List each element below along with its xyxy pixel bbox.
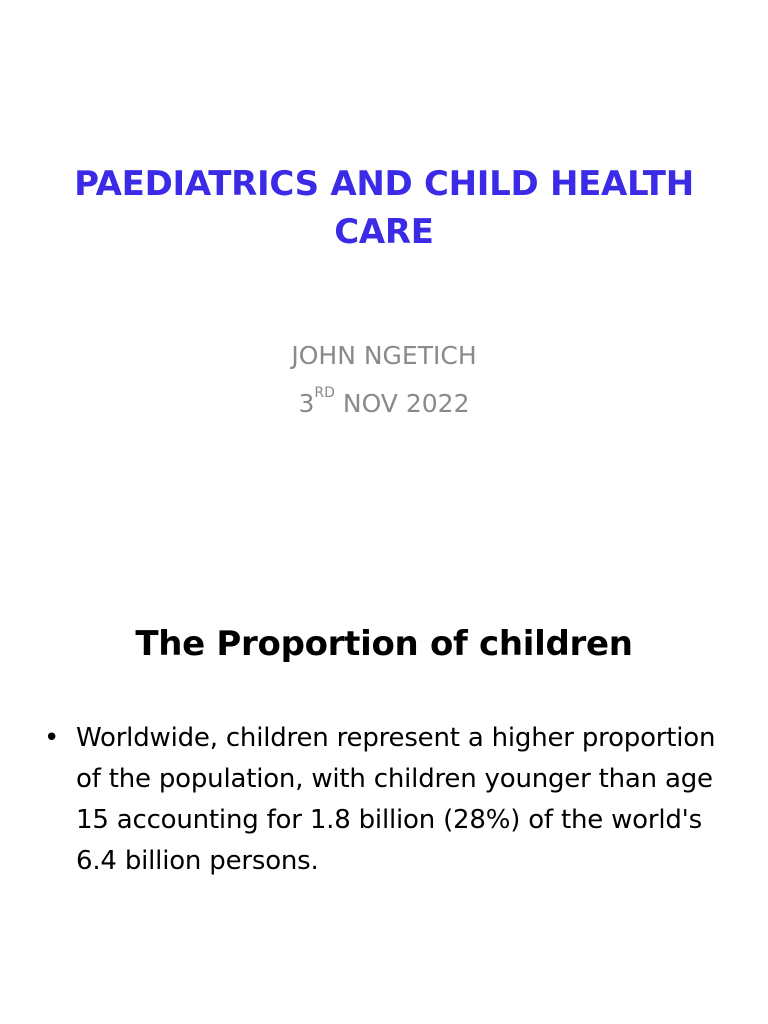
bullet-text: Worldwide, children represent a higher proportion of the population, with children younger than age 15 accounting for 1.8 billion (28%) of the world's 6.4 billion persons.	[76, 723, 716, 876]
bullet-item	[40, 718, 728, 882]
date-suffix: RD	[314, 385, 335, 401]
date-rest: NOV 2022	[334, 389, 470, 418]
content-slide	[0, 576, 768, 1024]
bullet-icon: •	[44, 723, 60, 753]
slide-title: PAEDIATRICS AND CHILD HEALTH CARE	[74, 164, 694, 252]
content-slide-title: The Proportion of children	[135, 624, 633, 664]
slide-subtitle	[40, 332, 728, 428]
author-name: JOHN NGETICH	[291, 341, 477, 370]
presentation-date	[40, 380, 728, 428]
date-day: 3	[298, 389, 315, 418]
bullet-list	[40, 718, 728, 882]
